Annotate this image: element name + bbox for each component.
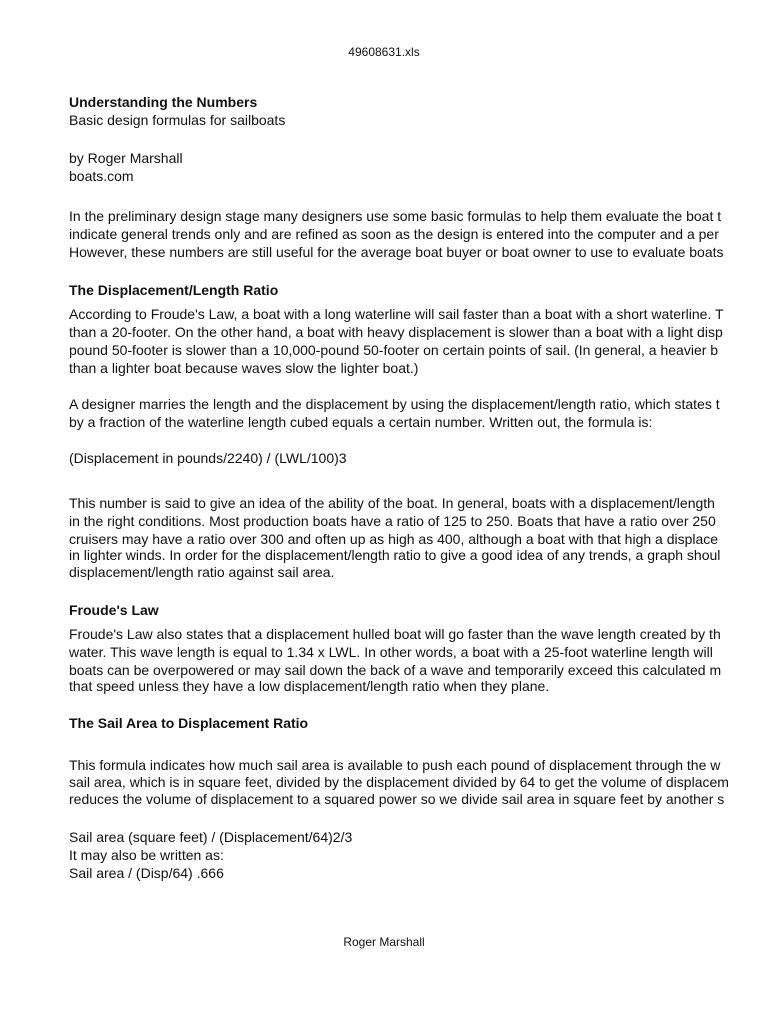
- document-title: Understanding the Numbers: [69, 94, 258, 110]
- page-header-filename: 49608631.xls: [348, 45, 420, 59]
- text-line: This formula indicates how much sail area is available to push each pound of displacement through the w: [69, 757, 721, 773]
- text-line: displacement/length ratio against sail area.: [69, 564, 335, 580]
- section-heading-sail-area-displacement: The Sail Area to Displacement Ratio: [69, 715, 309, 731]
- text-line: pound 50-footer is slower than a 10,000-pound 50-footer on certain points of sail. (In general, a heavier b: [69, 342, 719, 358]
- text-line: A designer marries the length and the displacement by using the displacement/length ratio, which states t: [69, 396, 720, 412]
- byline-author: by Roger Marshall: [69, 150, 183, 166]
- text-line: indicate general trends only and are refined as soon as the design is entered into the computer and a per: [69, 226, 719, 242]
- text-line: in the right conditions. Most production boats have a ratio of 125 to 250. Boats that have a ratio over 250: [69, 513, 716, 529]
- text-line: In the preliminary design stage many designers use some basic formulas to help them evaluate the boat t: [69, 208, 722, 224]
- text-line: According to Froude's Law, a boat with a long waterline will sail faster than a boat with a short waterline. T: [69, 306, 724, 322]
- page-footer-author: Roger Marshall: [343, 935, 425, 949]
- text-line: This number is said to give an idea of the ability of the boat. In general, boats with a displacement/length: [69, 495, 715, 511]
- text-line: water. This wave length is equal to 1.34 x LWL. In other words, a boat with a 25-foot waterline length will: [69, 644, 713, 660]
- text-line: reduces the volume of displacement to a squared power so we divide sail area in square feet by another s: [69, 791, 725, 807]
- document-subtitle: Basic design formulas for sailboats: [69, 112, 286, 128]
- section-heading-displacement-length: The Displacement/Length Ratio: [69, 282, 279, 298]
- sail-area-formula: Sail area (square feet) / (Displacement/64)2/3: [69, 829, 353, 845]
- section-heading-froudes-law: Froude's Law: [69, 602, 159, 618]
- text-line: However, these numbers are still useful for the average boat buyer or boat owner to use to evaluate boats: [69, 244, 724, 260]
- displacement-length-formula: (Displacement in pounds/2240) / (LWL/100)3: [69, 450, 347, 466]
- sail-area-formula-alt: Sail area / (Disp/64) .666: [69, 865, 224, 881]
- text-line: sail area, which is in square feet, divided by the displacement divided by 64 to get the volume of displacem: [69, 774, 729, 790]
- byline-site: boats.com: [69, 168, 134, 184]
- text-line: that speed unless they have a low displacement/length ratio when they plane.: [69, 678, 550, 694]
- text-line: in lighter winds. In order for the displacement/length ratio to give a good idea of any trends, a graph shoul: [69, 547, 721, 563]
- text-line: than a lighter boat because waves slow the lighter boat.): [69, 360, 419, 376]
- text-line: cruisers may have a ratio over 300 and often up as high as 400, although a boat with that high a displace: [69, 531, 719, 547]
- text-line: by a fraction of the waterline length cubed equals a certain number. Written out, the formula is:: [69, 414, 653, 430]
- text-line: boats can be overpowered or may sail down the back of a wave and temporarily exceed this calculated m: [69, 662, 722, 678]
- text-line: Froude's Law also states that a displacement hulled boat will go faster than the wave length created by th: [69, 626, 721, 642]
- text-line: than a 20-footer. On the other hand, a boat with heavy displacement is slower than a boat with a light disp: [69, 324, 723, 340]
- sail-area-formula-note: It may also be written as:: [69, 847, 224, 863]
